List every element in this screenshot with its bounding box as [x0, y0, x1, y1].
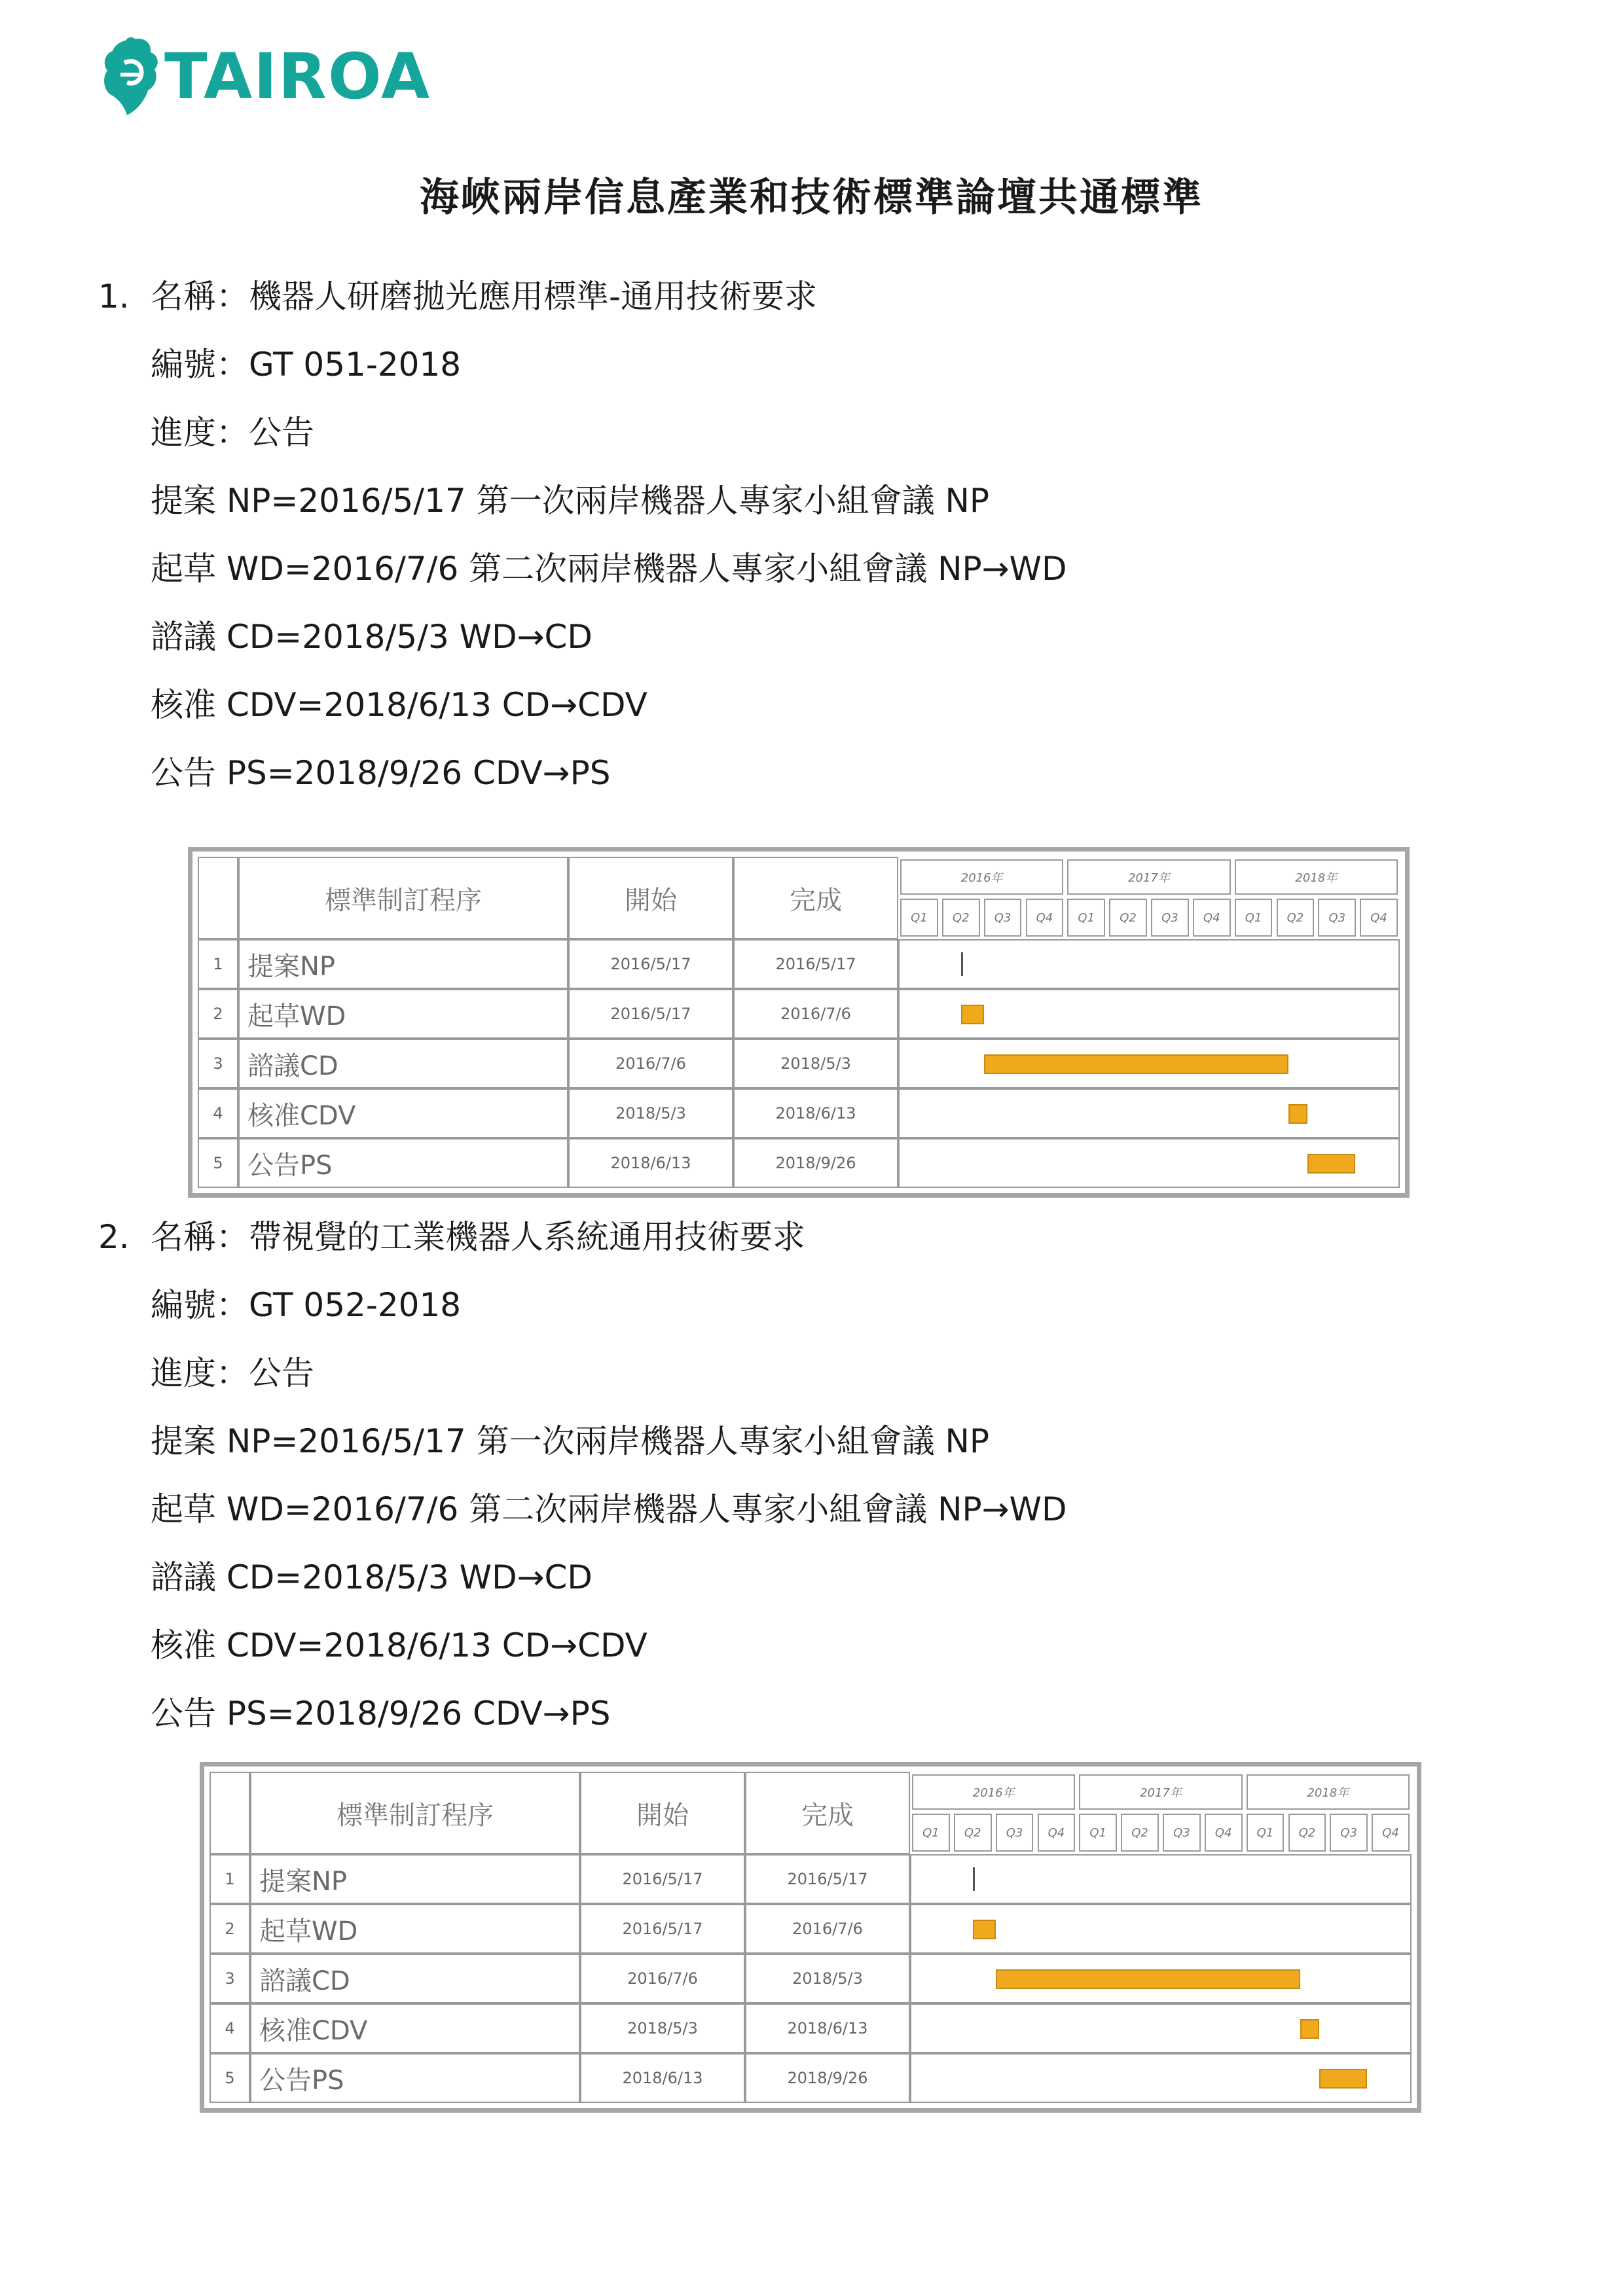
gantt-row-name: 起草WD: [238, 989, 568, 1039]
gantt-row-start: 2016/7/6: [568, 1039, 733, 1088]
gantt-bar: [1307, 1154, 1355, 1174]
gantt-milestone-marker: [973, 1867, 975, 1891]
gantt-quarter-label: Q3: [996, 1814, 1034, 1852]
section-number: 2.: [98, 1218, 130, 1256]
gantt-row-start: 2016/5/17: [568, 939, 733, 989]
gantt-row-end: 2018/6/13: [733, 1088, 898, 1138]
gantt-end-header: 完成: [733, 857, 898, 939]
gantt-quarter-label: Q1: [1079, 1814, 1117, 1852]
milestone-wd: 起草 WD=2016/7/6 第二次兩岸機器人專家小組會議 NP→WD: [151, 1490, 1067, 1528]
gantt-row-timeline: [898, 939, 1400, 989]
gantt-row-end: 2016/5/17: [733, 939, 898, 989]
gantt-row-end: 2018/5/3: [733, 1039, 898, 1088]
gantt-bar: [1288, 1104, 1307, 1124]
gantt-year-label: 2017年: [1067, 859, 1230, 895]
standard-name: 名稱：機器人研磨拋光應用標準-通用技術要求: [151, 278, 818, 315]
gantt-bar: [984, 1054, 1288, 1074]
gantt-grid: [198, 857, 1400, 1188]
standard-name: 名稱：帶視覺的工業機器人系統通用技術要求: [151, 1218, 805, 1256]
gantt-row-index: 1: [198, 939, 238, 989]
gantt-quarter-label: Q1: [1235, 899, 1273, 937]
gantt-row-name: 核准CDV: [238, 1088, 568, 1138]
milestone-cd: 諮議 CD=2018/5/3 WD→CD: [151, 618, 593, 656]
gantt-row-start: 2018/6/13: [568, 1138, 733, 1188]
taiwan-figure-icon: [98, 34, 160, 119]
gantt-row-timeline: [910, 1854, 1412, 1904]
tairoa-logo: [98, 34, 431, 119]
gantt-quarter-label: Q1: [1067, 899, 1105, 937]
section-number: 1.: [98, 278, 130, 315]
gantt-quarter-label: Q4: [1360, 899, 1398, 937]
milestone-wd: 起草 WD=2016/7/6 第二次兩岸機器人專家小組會議 NP→WD: [151, 550, 1067, 588]
gantt-quarter-label: Q3: [1151, 899, 1189, 937]
logo-text: TAIROA: [164, 40, 431, 113]
gantt-row-end: 2016/5/17: [745, 1854, 910, 1904]
gantt-row-name: 公告PS: [250, 2053, 580, 2103]
gantt-row-timeline: [898, 1088, 1400, 1138]
gantt-year-label: 2018年: [1235, 859, 1398, 895]
gantt-end-header: 完成: [745, 1772, 910, 1854]
gantt-year-label: 2018年: [1247, 1774, 1410, 1810]
gantt-index-header: [198, 857, 238, 939]
standard-name-line: [98, 275, 817, 318]
gantt-quarter-label: Q4: [1193, 899, 1231, 937]
gantt-grid: [210, 1772, 1412, 2103]
gantt-quarter-label: Q3: [984, 899, 1022, 937]
gantt-bar: [1319, 2069, 1367, 2089]
gantt-quarter-label: Q4: [1026, 899, 1064, 937]
milestone-ps: 公告 PS=2018/9/26 CDV→PS: [151, 1695, 611, 1732]
gantt-row-start: 2018/5/3: [580, 2003, 745, 2053]
gantt-year-label: 2016年: [900, 859, 1063, 895]
gantt-row-index: 4: [198, 1088, 238, 1138]
standard-code: 編號：GT 052-2018: [151, 1286, 462, 1324]
gantt-row-name: 諮議CD: [238, 1039, 568, 1088]
gantt-row-index: 3: [210, 1954, 250, 2003]
gantt-bar: [1300, 2019, 1319, 2039]
document-title: 海峽兩岸信息產業和技術標準論壇共通標準: [420, 175, 1203, 221]
gantt-bar: [996, 1969, 1300, 1989]
gantt-quarter-label: Q3: [1330, 1814, 1368, 1852]
gantt-start-header: 開始: [568, 857, 733, 939]
gantt-bar: [973, 1920, 996, 1939]
gantt-start-header: 開始: [580, 1772, 745, 1854]
gantt-procedure-header: 標準制訂程序: [250, 1772, 580, 1854]
gantt-row-index: 5: [210, 2053, 250, 2103]
gantt-quarter-label: Q2: [942, 899, 980, 937]
gantt-row-name: 諮議CD: [250, 1954, 580, 2003]
gantt-row-end: 2018/6/13: [745, 2003, 910, 2053]
milestone-cd: 諮議 CD=2018/5/3 WD→CD: [151, 1558, 593, 1596]
gantt-quarter-label: Q4: [1205, 1814, 1243, 1852]
gantt-quarter-label: Q3: [1163, 1814, 1201, 1852]
milestone-cdv: 核准 CDV=2018/6/13 CD→CDV: [151, 686, 647, 724]
gantt-quarter-label: Q1: [1247, 1814, 1285, 1852]
gantt-year-label: 2016年: [912, 1774, 1075, 1810]
gantt-row-index: 2: [198, 989, 238, 1039]
gantt-quarter-label: Q2: [1109, 899, 1147, 937]
standard-progress: 進度：公告: [151, 1354, 314, 1392]
gantt-row-end: 2016/7/6: [733, 989, 898, 1039]
gantt-row-name: 起草WD: [250, 1904, 580, 1954]
gantt-quarter-label: Q1: [900, 899, 938, 937]
gantt-row-timeline: [910, 2003, 1412, 2053]
gantt-quarter-label: Q2: [1288, 1814, 1326, 1852]
milestone-np: 提案 NP=2016/5/17 第一次兩岸機器人專家小組會議 NP: [151, 482, 990, 520]
gantt-row-index: 2: [210, 1904, 250, 1954]
gantt-milestone-marker: [961, 952, 963, 976]
gantt-quarter-label: Q1: [912, 1814, 950, 1852]
standard-code: 編號：GT 051-2018: [151, 346, 462, 384]
gantt-bar: [961, 1005, 984, 1024]
gantt-quarter-label: Q3: [1318, 899, 1356, 937]
gantt-row-name: 提案NP: [250, 1854, 580, 1904]
gantt-chart-2: [200, 1762, 1421, 2113]
gantt-row-index: 5: [198, 1138, 238, 1188]
gantt-quarter-label: Q2: [1121, 1814, 1159, 1852]
gantt-procedure-header: 標準制訂程序: [238, 857, 568, 939]
standard-progress: 進度：公告: [151, 414, 314, 452]
gantt-row-start: 2016/5/17: [580, 1904, 745, 1954]
gantt-row-end: 2016/7/6: [745, 1904, 910, 1954]
gantt-row-end: 2018/9/26: [733, 1138, 898, 1188]
gantt-year-label: 2017年: [1079, 1774, 1242, 1810]
gantt-index-header: [210, 1772, 250, 1854]
milestone-np: 提案 NP=2016/5/17 第一次兩岸機器人專家小組會議 NP: [151, 1422, 990, 1460]
gantt-row-index: 3: [198, 1039, 238, 1088]
gantt-quarter-label: Q2: [1277, 899, 1315, 937]
gantt-quarter-label: Q4: [1038, 1814, 1076, 1852]
milestone-cdv: 核准 CDV=2018/6/13 CD→CDV: [151, 1626, 647, 1664]
gantt-row-start: 2016/5/17: [580, 1854, 745, 1904]
gantt-row-start: 2016/7/6: [580, 1954, 745, 2003]
gantt-row-name: 提案NP: [238, 939, 568, 989]
gantt-chart-1: [188, 847, 1410, 1198]
gantt-row-index: 4: [210, 2003, 250, 2053]
gantt-row-name: 核准CDV: [250, 2003, 580, 2053]
milestone-ps: 公告 PS=2018/9/26 CDV→PS: [151, 754, 611, 792]
gantt-row-start: 2018/6/13: [580, 2053, 745, 2103]
gantt-row-name: 公告PS: [238, 1138, 568, 1188]
gantt-row-end: 2018/5/3: [745, 1954, 910, 2003]
gantt-row-end: 2018/9/26: [745, 2053, 910, 2103]
gantt-quarter-label: Q2: [954, 1814, 992, 1852]
gantt-row-index: 1: [210, 1854, 250, 1904]
standard-name-line: [98, 1215, 805, 1259]
gantt-quarter-label: Q4: [1372, 1814, 1410, 1852]
gantt-row-start: 2018/5/3: [568, 1088, 733, 1138]
gantt-row-start: 2016/5/17: [568, 989, 733, 1039]
